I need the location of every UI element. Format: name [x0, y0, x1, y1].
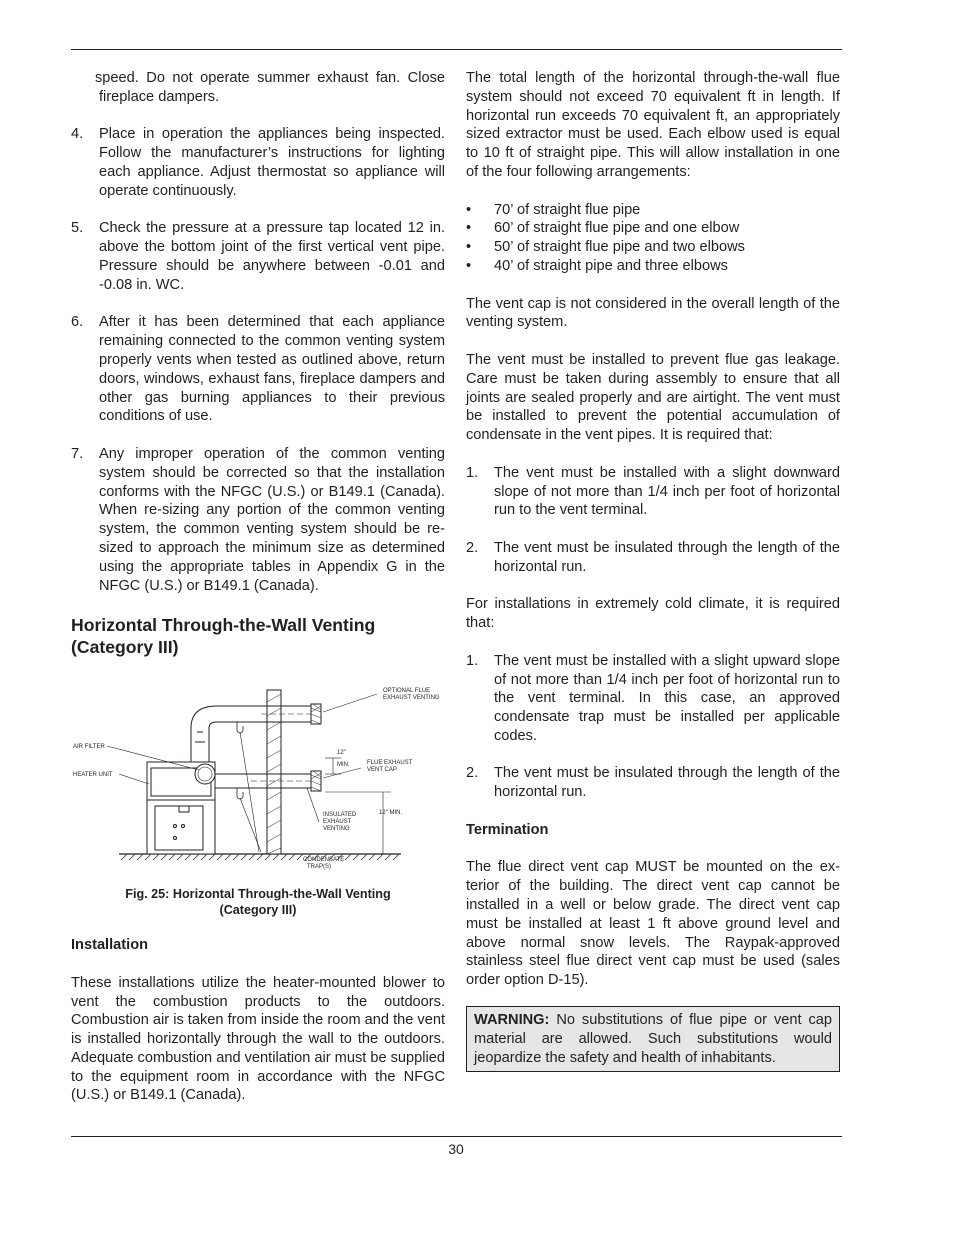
- list-item: • 70’ of straight flue pipe: [466, 201, 641, 218]
- caption-line-2: (Category III): [219, 903, 297, 918]
- cold-climate-paragraph: For installations in extremely cold climate, it is required that:: [466, 596, 840, 632]
- installation-paragraph: These installations utilize the heater-mounted blower to vent the combustion products to the outdoors. Combustion air is taken from inside the room and the vent is installed horizontally through the wall to the outdoors. Adequate combustion and ventilation air must be supplied to the equipment room in accordance with the NFGC (U.S.) or B149.1 (Canada).: [71, 974, 446, 1104]
- step-number: 7.: [71, 445, 84, 462]
- leakage-paragraph: The vent must be installed to prevent flue gas leakage. Care must be taken during assembly to ensure that all joints are sealed properly and are airtight. The vent must be installed to prevent the potential accumulation of condensate in the vent pipes. It is required that:: [466, 351, 840, 444]
- req-number: 1.: [466, 652, 479, 669]
- label-exhaust: EXHAUST: [323, 819, 352, 826]
- label-optional-flue: OPTIONAL FLUE: [383, 688, 431, 695]
- list-item: • 40’ of straight pipe and three elbows: [466, 257, 728, 274]
- req-number: 1.: [466, 464, 479, 481]
- air-filter: [195, 764, 215, 784]
- bullet-text: 60’ of straight flue pipe and one elbow: [494, 220, 740, 237]
- section-heading: Horizontal Through-the-Wall Venting (Category III): [71, 615, 376, 658]
- step-text: After it has been determined that each appliance remaining connected to the common venting system properly vents when tested as outlined above, return doors, windows, exhaust fans, fireplace dampers and other gas burning appliances to their previous conditions of use.: [99, 314, 445, 425]
- wall: [267, 690, 281, 854]
- cold-requirement-1: [466, 652, 840, 746]
- warning-box: [466, 1006, 840, 1072]
- req-number: 2.: [466, 539, 479, 556]
- bullet-text: 50’ of straight flue pipe and two elbows: [494, 239, 745, 256]
- intro-paragraph: The total length of the horizontal through-the-wall flue system should not exceed 70 equivalent ft in length. If horizontal run exceeds 70 equivalent ft, an appropriately sized extractor must be used. Each elbow used is equal to 10 ft of straight pipe. This will allow installation in one of the four following arrangements:: [466, 70, 840, 180]
- req-text: The vent must be insulated through the length of the horizontal run.: [494, 539, 840, 575]
- list-item: • 50’ of straight flue pipe and two elbows: [466, 239, 745, 256]
- vent-pipe-upper: [191, 706, 311, 762]
- bullet-text: 70’ of straight flue pipe: [494, 201, 641, 218]
- req-number: 2.: [466, 765, 479, 782]
- vent-cap-paragraph: The vent cap is not considered in the overall length of the venting system.: [466, 295, 840, 331]
- bullet-text: 40’ of straight pipe and three elbows: [494, 257, 728, 274]
- warning-text: No substitutions of flue pipe or vent cap material are allowed. Such substitutions would jeopardize the safety and health of inhabitants.: [474, 1012, 832, 1066]
- req-text: The vent must be insulated through the length of the horizontal run.: [494, 765, 840, 801]
- step-number: 6.: [71, 314, 84, 331]
- step-number: 5.: [71, 220, 84, 237]
- installation-heading: Installation: [71, 937, 149, 954]
- floor-line: [119, 854, 401, 860]
- label-vent-cap: VENT CAP: [367, 767, 397, 774]
- label-min-top: MIN.: [337, 762, 350, 769]
- figure-caption: [71, 886, 445, 918]
- step-text: Check the pressure at a pressure tap located 12 in. above the bottom joint of the first vertical vent pipe. Pressure should be anywhere between -0.01 and -0.08 in. WC.: [99, 220, 445, 293]
- termination-heading: Termination: [466, 821, 549, 838]
- step-7: [71, 445, 445, 595]
- label-condensate: CONDENSATE: [303, 857, 345, 864]
- label-insulated: INSULATED: [323, 812, 357, 819]
- cold-requirement-2: [466, 764, 840, 802]
- label-12-top: 12": [337, 750, 346, 757]
- top-rule: [71, 49, 842, 50]
- step-number: 4.: [71, 126, 84, 143]
- vent-cap-upper: [311, 704, 321, 724]
- caption-line-1: Fig. 25: Horizontal Through-the-Wall Venting: [125, 887, 391, 902]
- venting-diagram: [71, 682, 445, 882]
- label-flue-exhaust: FLUE EXHAUST: [367, 760, 413, 767]
- warning-label: WARNING:: [474, 1012, 550, 1029]
- req-text: The vent must be installed with a slight downward slope of not more than 1/4 inch per foot of horizontal run to the vent terminal.: [494, 464, 840, 519]
- label-air-filter: AIR FILTER: [73, 744, 105, 751]
- label-12-min: 12" MIN.: [379, 810, 403, 817]
- requirement-1: [466, 464, 840, 520]
- label-venting: VENTING: [323, 826, 350, 833]
- step-text: Place in operation the appliances being inspected. Follow the manufacturer’s instructions for lighting each appliance. Adjust thermostat so appliance will operate continuously.: [99, 126, 445, 199]
- label-exhaust-venting: EXHAUST VENTING: [383, 695, 440, 702]
- continued-paragraph: speed. Do not operate summer exhaust fan. Close fireplace dampers.: [95, 70, 445, 105]
- step-4: [71, 125, 445, 200]
- list-item: • 60’ of straight flue pipe and one elbow: [466, 220, 740, 237]
- requirement-2: [466, 539, 840, 577]
- termination-paragraph: The flue direct vent cap MUST be mounted on the exterior of the building. The direct vent cap cannot be installed in a well or below grade. The direct vent cap must be installed at least 1 ft above ground level and above normal snow levels. The Raypak-approved stainless steel flue direct vent cap must be used (sales order option D-15).: [466, 859, 840, 989]
- label-heater-unit: HEATER UNIT: [73, 772, 113, 779]
- step-text: Any improper operation of the common venting system should be corrected so that the installation conforms with the NFGC (U.S.) or B149.1 (Canada). When re-sizing any portion of the common venting system, the common venting system should be re-sized to approach the minimum size as determined using the appropriate tables in Appendix G in the NFGC (U.S.) or B149.1 (Canada).: [99, 445, 445, 594]
- vent-cap-lower: [311, 771, 321, 791]
- label-traps: TRAP(S): [307, 864, 331, 871]
- bottom-rule: [71, 1136, 842, 1137]
- left-column: [71, 69, 445, 1124]
- page-number: 30: [448, 1141, 464, 1157]
- arrangement-list: [466, 201, 840, 276]
- req-text: The vent must be installed with a slight upward slope of not more than 1/4 inch per foot of horizontal run to the vent terminal. In this case, an approved condensate trap must be installed per applicable codes.: [494, 652, 840, 744]
- step-6: [71, 313, 445, 426]
- step-5: [71, 219, 445, 294]
- right-column: [466, 69, 840, 1072]
